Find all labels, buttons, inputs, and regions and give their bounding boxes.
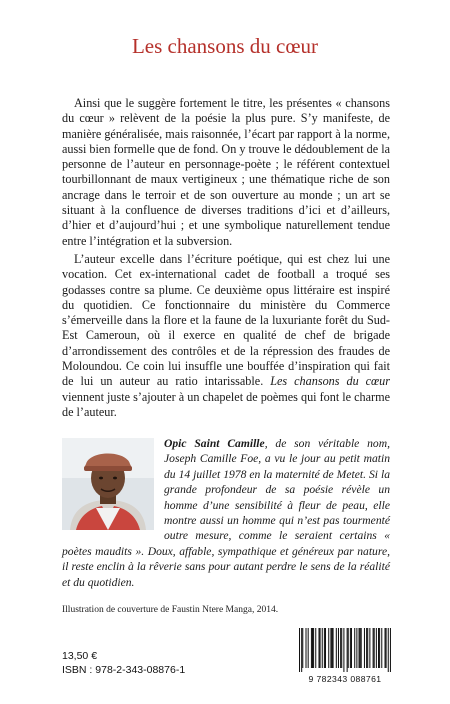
barcode-bar (386, 628, 387, 668)
barcode-bar (338, 628, 339, 668)
barcode-bar (302, 628, 303, 668)
book-title: Les chansons du cœur (131, 34, 319, 58)
barcode-bar (369, 628, 370, 668)
barcode-bar (350, 628, 351, 668)
barcode-bar (311, 628, 312, 668)
barcode-bar (341, 628, 342, 668)
blurb-paragraph-2 (62, 252, 390, 420)
barcode-digits: 9 782343 088761 (308, 674, 382, 684)
author-name: Opic Saint Camille (164, 437, 265, 450)
barcode-bar (390, 628, 391, 672)
barcode-bar (348, 628, 349, 668)
barcode-bar (385, 628, 386, 668)
blurb-paragraph-2-text: L’auteur excelle dans l’écriture poétique, qui est chez lui une vocation. Cet ex-international cadet de football a troqué ses godasses contre sa plume. Ce deuxième opus littéraire est inspiré du quotidien. Ce fonctionnaire du ministère du Commerce s’émerveille dans la flore et la faune de la luxuriante forêt du Sud-Est Cameroun, où il exerce en qualité de chef de brigade d’arrondissement des contrôles et de la répression des fraudes de Moloundou. Ce coin lui insuffle une bouffée d’inspiration qui fait de lui un auteur au ratio intarissable. (62, 251, 390, 389)
author-portrait-icon (62, 438, 154, 530)
barcode-bar (301, 628, 302, 672)
barcode-bar (331, 628, 332, 668)
barcode-bar (376, 628, 377, 668)
blurb (62, 96, 390, 420)
barcode-bar (318, 628, 319, 668)
author-section (62, 436, 390, 590)
barcode-bar (367, 628, 368, 668)
barcode-bar (379, 628, 380, 668)
barcode-bar (315, 628, 316, 668)
barcode-bar (360, 628, 361, 668)
barcode-bar (340, 628, 341, 668)
barcode-bar (336, 628, 337, 668)
barcode-bar (325, 628, 326, 668)
blurb-paragraph-1: Ainsi que le suggère fortement le titre, les présentes « chansons du cœur » relèvent de la poésie la plus pure. S’y manifeste, de manière généralisée, mais raisonnée, l’écart par rapport à la norme, aussi bien formelle que de fond. On y trouve le dédoublement de la personne de l’auteur en personnage-poète ; le référent contextuel tourbillonnant de maux vertigineux ; une thématique riche de son ancrage dans le terroir et de son ouverture au monde ; un art se situant à la confluence de diverses traditions d’ici et d’ailleurs, d’hier et d’aujourd’hui ; et une symbolique naturellement tendue entre l’intégration et la subversion. (62, 96, 390, 248)
barcode-bar (305, 628, 306, 668)
barcode-bar (366, 628, 367, 668)
author-bio-text: , de son véritable nom, Joseph Camille Foe, a vu le jour au petit matin du 14 juillet 1978 en la maternité de Metet. Si la grande profondeur de sa poésie révèle un homme d’une sensibilité à fleur de peau, elle montre aussi un homme qui n’est pas tourmenté outre mesure, comme le seraient certains « poètes maudits ». Doux, affable, sympathique et généreux par nature, il reste enclin à la rêverie sans pour autant perdre le sens de la réalité et du quotidien. (62, 437, 390, 589)
barcode-bar (343, 628, 344, 672)
price: 13,50 € (62, 650, 98, 662)
barcode-bar (347, 628, 348, 672)
barcode-bar (354, 628, 355, 668)
barcode-bar (359, 628, 360, 668)
barcode-bar (322, 628, 323, 668)
barcode-bar (364, 628, 365, 668)
cover-credit: Illustration de couverture de Faustin Ntere Manga, 2014. (62, 605, 279, 615)
barcode-bar (330, 628, 331, 668)
isbn: ISBN : 978-2-343-08876-1 (62, 664, 186, 676)
blurb-paragraph-2-end: viennent juste s’ajouter à un chapelet de poèmes qui font le charme de l’auteur. (62, 389, 390, 419)
blurb-italic-title: Les chansons du cœur (270, 374, 391, 389)
barcode-bar (308, 628, 309, 668)
barcode-bar (381, 628, 382, 668)
author-photo (62, 438, 154, 530)
barcode-bar (313, 628, 314, 668)
barcode-bar (299, 628, 300, 672)
barcode-bar (324, 628, 325, 668)
barcode-bar (312, 628, 313, 668)
barcode-bar (356, 628, 357, 668)
barcode-bar (351, 628, 352, 668)
barcode-bar (373, 628, 374, 668)
barcode-bar (361, 628, 362, 668)
barcode-bar (388, 628, 389, 672)
barcode-bars-icon (299, 628, 391, 672)
barcode-bar (320, 628, 321, 668)
barcode-bar (374, 628, 375, 668)
barcode (299, 628, 391, 684)
barcode-bar (328, 628, 329, 668)
barcode-bar (378, 628, 379, 668)
barcode-bar (333, 628, 334, 668)
